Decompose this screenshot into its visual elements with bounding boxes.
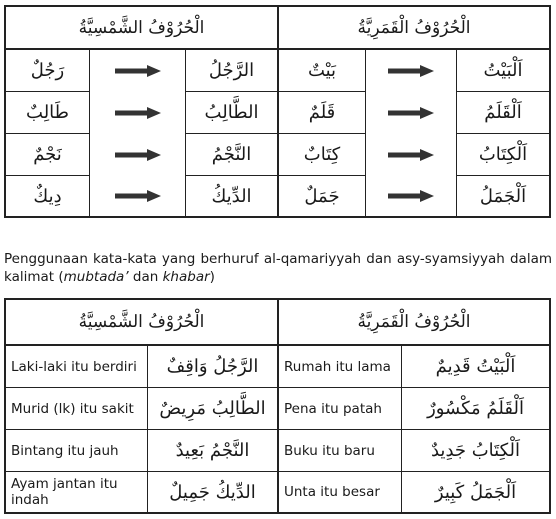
- qamar-definite-word: اَلْقَلَمُ: [484, 102, 522, 123]
- shams-base-word: رَجُلٌ: [30, 60, 65, 81]
- qamar-definite-word: اَلْكِتَابُ: [478, 144, 528, 165]
- shams-sentence-arabic: النَّجْمُ بَعِيدٌ: [175, 440, 250, 461]
- arrow-right-icon: [366, 50, 456, 91]
- qamar-definite-word: اَلْبَيْتُ: [483, 60, 523, 81]
- shams-definite-word: الطَّالِبُ: [204, 102, 259, 123]
- shams-sentence-arabic: الطَّالِبُ مَرِيضٌ: [159, 398, 266, 419]
- shams-base-word: دِيكٌ: [33, 185, 62, 207]
- qamar-sentence-arabic: اَلْقَلَمُ مَكْسُورٌ: [427, 398, 524, 419]
- qamar-sentence-translation: Rumah itu lama: [284, 358, 391, 375]
- table2-header-shamsiyyah: الْحُرُوْفُ الشَّمْسِيَّةُ: [78, 312, 205, 332]
- arrow-right-icon: [90, 92, 185, 133]
- arrow-right-icon: [90, 134, 185, 175]
- paragraph-text-conjunction: dan: [128, 269, 163, 285]
- paragraph-term-khabar: khabar: [162, 269, 210, 285]
- table1-header-qamariyyah: الْحُرُوْفُ الْقَمَرِيَّةُ: [357, 17, 471, 38]
- shams-definite-word: النَّجْمُ: [211, 144, 252, 165]
- qamar-definite-word: اَلْجَمَلُ: [479, 185, 527, 207]
- shams-sentence-arabic: الدِّيكُ جَمِيلٌ: [169, 481, 256, 503]
- arrow-right-icon: [90, 176, 185, 216]
- qamar-sentence-arabic: اَلْبَيْتُ قَدِيمٌ: [435, 356, 516, 377]
- qamar-base-word: بَيْتٌ: [307, 60, 337, 81]
- arrow-right-icon: [366, 134, 456, 175]
- qamar-sentence-translation: Pena itu patah: [284, 400, 382, 417]
- qamar-base-word: كِتَابٌ: [303, 144, 341, 165]
- qamar-sentence-translation: Unta itu besar: [284, 484, 380, 500]
- table2-header-qamariyyah: الْحُرُوْفُ الْقَمَرِيَّةُ: [357, 312, 471, 332]
- paragraph-text-end: ): [209, 269, 215, 285]
- arrow-right-icon: [366, 92, 456, 133]
- shams-sentence-translation: Murid (lk) itu sakit: [11, 400, 134, 417]
- shams-base-word: طَالِبٌ: [26, 102, 69, 123]
- explanation-paragraph: [4, 250, 552, 286]
- arrow-right-icon: [366, 176, 456, 216]
- shams-definite-word: الدِّيكُ: [211, 185, 252, 207]
- table1-header-shamsiyyah: الْحُرُوْفُ الشَّمْسِيَّةُ: [78, 17, 205, 38]
- qamar-sentence-arabic: اَلْكِتَابُ جَدِيدٌ: [430, 440, 521, 461]
- shams-sentence-translation: Bintang itu jauh: [11, 442, 119, 459]
- shams-sentence-translation: Laki-laki itu berdiri: [11, 358, 137, 375]
- paragraph-term-mubtada: mubtada’: [63, 269, 129, 285]
- arrow-right-icon: [90, 50, 185, 91]
- shams-definite-word: الرَّجُلُ: [208, 60, 255, 81]
- qamar-sentence-arabic: اَلْجَمَلُ كَبِيرٌ: [434, 481, 517, 503]
- shams-base-word: نَجْمٌ: [33, 144, 62, 165]
- qamar-base-word: جَمَلٌ: [304, 185, 340, 207]
- shams-sentence-arabic: الرَّجُلُ وَاقِفٌ: [166, 356, 259, 377]
- shams-sentence-translation: Ayam jantan itu indah: [11, 476, 118, 508]
- qamar-base-word: قَلَمٌ: [308, 102, 336, 123]
- qamar-sentence-translation: Buku itu baru: [284, 442, 375, 459]
- paragraph-text: Penggunaan kata-kata yang berhuruf al-qamariyyah dan asy-syamsiyyah dalam kalimat (: [4, 251, 552, 285]
